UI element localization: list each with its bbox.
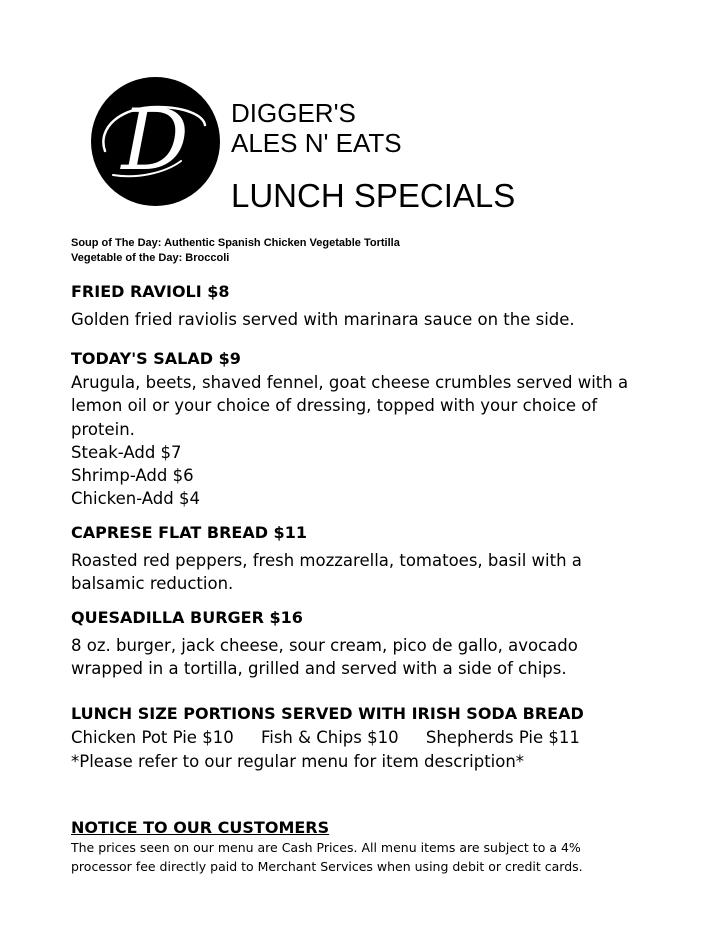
logo-letter: D bbox=[121, 91, 189, 189]
menu-item-description: Arugula, beets, shaved fennel, goat cheese crumbles served with a lemon oil or your choice of dressing, topped with your choice of protein. bbox=[71, 373, 629, 439]
script-d-logo-icon bbox=[91, 77, 220, 206]
menu-item-title: TODAY'S SALAD $9 bbox=[71, 349, 241, 368]
menu-item-title: CAPRESE FLAT BREAD $11 bbox=[71, 523, 307, 542]
menu-item-description: Roasted red peppers, fresh mozzarella, tomatoes, basil with a balsamic reduction. bbox=[71, 551, 582, 594]
portion-option: Shepherds Pie $11 bbox=[425, 728, 580, 747]
salad-addon-shrimp: Shrimp-Add $6 bbox=[71, 466, 194, 485]
portions-title: LUNCH SIZE PORTIONS SERVED WITH IRISH SODA BREAD bbox=[71, 704, 584, 723]
page-title: LUNCH SPECIALS bbox=[231, 177, 516, 214]
brand-name-line-2: ALES N' EATS bbox=[231, 128, 402, 158]
portion-option: Chicken Pot Pie $10 bbox=[71, 728, 234, 747]
brand-name-line-1: DIGGER'S bbox=[231, 98, 356, 128]
menu-item-title: QUESADILLA BURGER $16 bbox=[71, 608, 303, 627]
restaurant-logo bbox=[91, 77, 220, 206]
portions-note: *Please refer to our regular menu for item description* bbox=[71, 752, 525, 771]
notice-text: The prices seen on our menu are Cash Prices. All menu items are subject to a 4% processor fee directly paid to Merchant Services when using debit or credit cards. bbox=[71, 840, 583, 874]
vegetable-of-the-day: Vegetable of the Day: Broccoli bbox=[71, 252, 230, 264]
notice-title: NOTICE TO OUR CUSTOMERS bbox=[71, 818, 330, 837]
salad-addon-steak: Steak-Add $7 bbox=[71, 443, 182, 462]
portions-options bbox=[71, 726, 602, 749]
soup-of-the-day: Soup of The Day: Authentic Spanish Chicken Vegetable Tortilla bbox=[71, 237, 400, 249]
salad-addon-chicken: Chicken-Add $4 bbox=[71, 489, 200, 508]
menu-item-description: Golden fried raviolis served with marinara sauce on the side. bbox=[71, 310, 575, 329]
menu-item-title: FRIED RAVIOLI $8 bbox=[71, 282, 230, 301]
portion-option: Fish & Chips $10 bbox=[260, 728, 399, 747]
menu-item-description: 8 oz. burger, jack cheese, sour cream, pico de gallo, avocado wrapped in a tortilla, grilled and served with a side of chips. bbox=[71, 636, 578, 679]
